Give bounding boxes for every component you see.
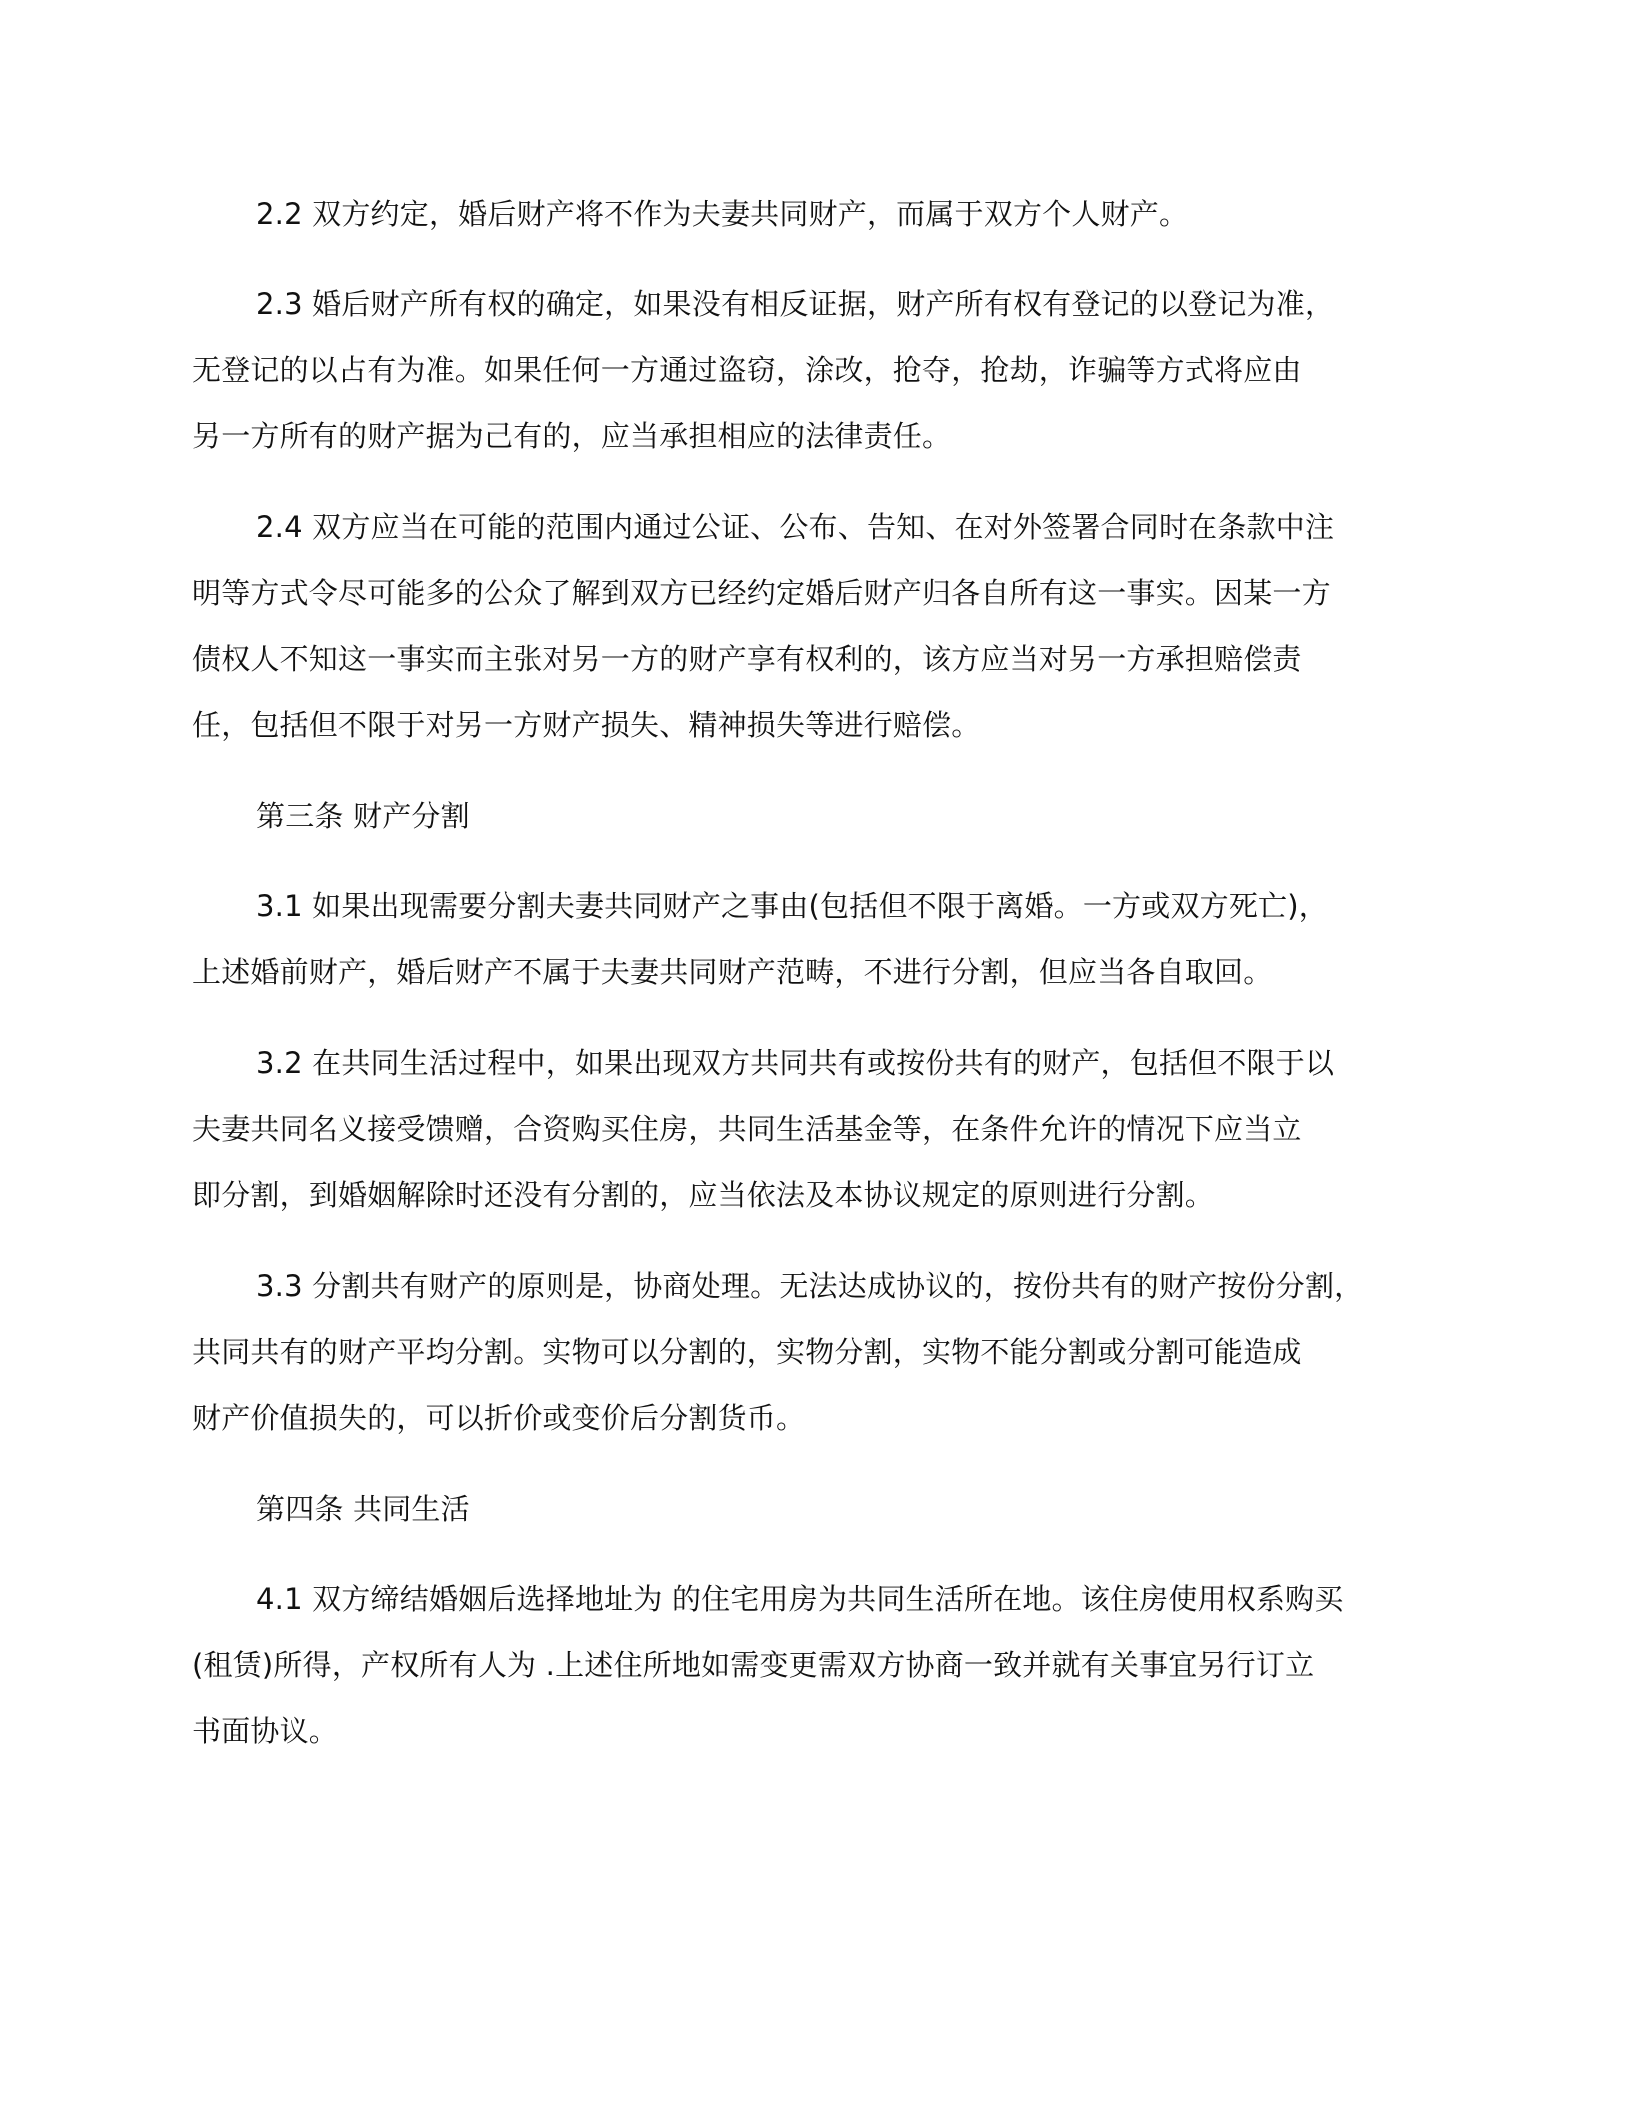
clause-2-2-line-1: 2.2 双方约定，婚后财产将不作为夫妻共同财产，而属于双方个人财产。 <box>256 197 1189 231</box>
clause-3-3-line-3: 财产价值损失的，可以折价或变价后分割货币。 <box>192 1401 806 1435</box>
clause-3-3-line-2: 共同共有的财产平均分割。实物可以分割的，实物分割，实物不能分割或分割可能造成 <box>192 1335 1302 1369</box>
clause-3-3-line-1: 3.3 分割共有财产的原则是，协商处理。无法达成协议的，按份共有的财产按份分割， <box>256 1269 1364 1303</box>
clause-2-3-line-2: 无登记的以占有为准。如果任何一方通过盗窃，涂改，抢夺，抢劫，诈骗等方式将应由 <box>192 353 1302 387</box>
article-3-heading: 第三条 财产分割 <box>256 799 470 833</box>
clause-3-2-line-1: 3.2 在共同生活过程中，如果出现双方共同共有或按份共有的财产，包括但不限于以 <box>256 1046 1335 1080</box>
clause-3-1-line-1: 3.1 如果出现需要分割夫妻共同财产之事由(包括但不限于离婚。一方或双方死亡)， <box>256 889 1328 923</box>
clause-3-2-line-3: 即分割，到婚姻解除时还没有分割的，应当依法及本协议规定的原则进行分割。 <box>192 1178 1215 1212</box>
article-4-heading: 第四条 共同生活 <box>256 1492 470 1526</box>
clause-3-2-line-2: 夫妻共同名义接受馈赠，合资购买住房，共同生活基金等，在条件允许的情况下应当立 <box>192 1112 1302 1146</box>
clause-3-1-line-2: 上述婚前财产，婚后财产不属于夫妻共同财产范畴，不进行分割，但应当各自取回。 <box>192 955 1273 989</box>
clause-2-4-line-1: 2.4 双方应当在可能的范围内通过公证、公布、告知、在对外签署合同时在条款中注 <box>256 510 1335 544</box>
clause-2-3-line-3: 另一方所有的财产据为己有的，应当承担相应的法律责任。 <box>192 419 952 453</box>
clause-4-1-line-3: 书面协议。 <box>192 1714 339 1748</box>
clause-4-1-line-1: 4.1 双方缔结婚姻后选择地址为 的住宅用房为共同生活所在地。该住房使用权系购买 <box>256 1582 1344 1616</box>
clause-2-3-line-1: 2.3 婚后财产所有权的确定，如果没有相反证据，财产所有权有登记的以登记为准， <box>256 287 1335 321</box>
clause-4-1-line-2: (租赁)所得，产权所有人为 .上述住所地如需变更需双方协商一致并就有关事宜另行订立 <box>192 1648 1315 1682</box>
clause-2-4-line-2: 明等方式令尽可能多的公众了解到双方已经约定婚后财产归各自所有这一事实。因某一方 <box>192 576 1331 610</box>
clause-2-4-line-3: 债权人不知这一事实而主张对另一方的财产享有权利的，该方应当对另一方承担赔偿责 <box>192 642 1302 676</box>
clause-2-4-line-4: 任，包括但不限于对另一方财产损失、精神损失等进行赔偿。 <box>192 708 981 742</box>
